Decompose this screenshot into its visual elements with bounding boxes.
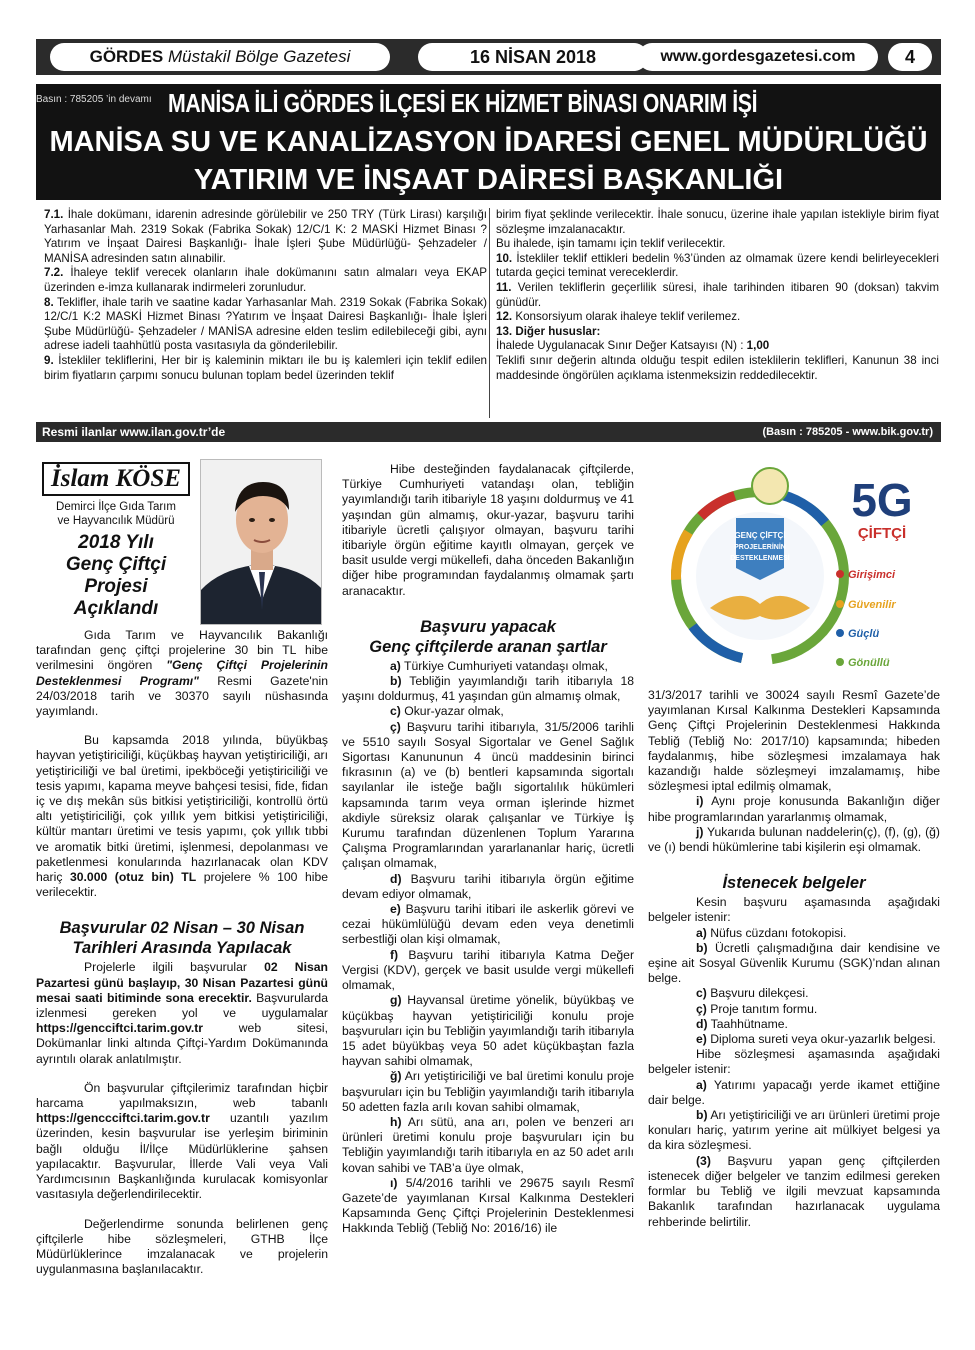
article-title-line: Genç Çiftçi	[65, 554, 167, 575]
document-item: c) Başvuru dilekçesi.	[696, 986, 809, 1001]
notice-title-1: MANİSA İLİ GÖRDES İLÇESİ EK HİZMET BİNASI ONARIM İŞİ	[168, 88, 758, 118]
subheading: İstenecek belgeler	[722, 874, 866, 893]
article-column-2	[342, 462, 634, 1237]
notice-clause: 12. Konsorsiyum olarak ihaleye teklif verilemez.	[496, 310, 741, 324]
paragraph: Projelerle ilgili başvurular 02 Nisan Pazartesi günü başlayıp, 30 Nisan Pazartesi günü mesai saati bitiminde sona erecektir. Başvurularda izlenmesi gereken yol ve uygulamalar https://gencciftci.tarim.gov.tr web sitesi, Dokümanlar linki altında Çiftçi-Yardım Dokümanında ayrıntılı olarak anlatılmıştır.	[36, 960, 328, 1066]
logo-word-4: Gönüllü	[848, 657, 890, 669]
condition-item: b) Tebliğin yayımlandığı tarih itibarıyla 18 yaşını doldurmuş, 41 yaşından gün almamış olmak,	[342, 674, 634, 704]
official-ads-link[interactable]: Resmi ilanlar www.ilan.gov.tr’de	[42, 425, 226, 439]
notice-banner	[36, 84, 941, 200]
paragraph: 31/3/2017 tarihli ve 30024 sayılı Resmî Gazete’de yayımlanan Kırsal Kalkınma Destekleri Kapsamında Genç Çiftçi Projelerinin Desteklenmesi Hakkında Tebliğ (Tebliğ No: 2017/10) kapsamında; hibeden faydalanmış, hibe sözleşmesi imzalamaya hak kazandığı halde sözleşmeyi imzalamamış, hibe sözleşmesi iptal edilmiş olmamak,	[648, 688, 940, 794]
condition-item: ç) Başvuru tarihi itibarıyla, 31/5/2006 tarihli ve 5510 sayılı Sosyal Sigortalar ve Genel Sağlık Sigortası Kanununun 4 üncü maddesinin birinci fıkrasının (a) ve (b) bentleri kapsamında sigortalı sayılanlar ile isteğe bağlı sigortalılık hükümleri kapsamında tarım veya orman işlerinde hizmet akdiyle süreksiz olarak çalışanlar ve Türkiye İş Kurumu tarafından düzenlenen Toplum Yararına Çalışma Programlarından yararlananlar hariç, ücretli çalışan olmamak,	[342, 719, 634, 871]
contract-documents-list	[648, 1078, 940, 1230]
article-column-3	[648, 688, 940, 1230]
article-title-line: Projesi	[84, 576, 148, 597]
contract-document-item: (3) Başvuru yapan genç çiftçilerden istenecek diğer belgeler ve tanzim edilmesi gereken formlar bu Tebliğ ve ilgili mevzuat kapsamında Bakanlık tarafından hazırlanacak uygulama rehberinde belirtilir.	[648, 1153, 940, 1229]
notice-clause: 10. İstekliler teklif ettikleri bedelin %3’ünden az olmamak üzere kendi belirleyecekleri tutarda geçici teminat vereceklerdir.	[496, 251, 939, 280]
author-role-line: Demirci İlçe Gıda Tarım	[56, 501, 176, 513]
document-item: ç) Proje tanıtım formu.	[696, 1001, 818, 1016]
condition-item: j) Yukarıda bulunan naddelerin(ç), (f), (g), (ğ) ve (ı) bendi hükümlerine tabi kişilerin eşi olmamak.	[648, 824, 940, 855]
condition-item: d) Başvuru tarihi itibarıyla örgün eğitime devam ediyor olmamak,	[342, 871, 634, 901]
notice-clause: 13. Diğer hususlar:	[496, 324, 601, 338]
paragraph: Hibe sözleşmesi aşamasında aşağıdaki belgeler istenir:	[648, 1047, 940, 1077]
website-link[interactable]: www.gordesgazetesi.com	[638, 43, 878, 71]
logo-center-text-1: GENÇ ÇİFTÇİ	[734, 531, 786, 540]
genc-ciftci-5g-logo	[650, 458, 940, 686]
paragraph: Değerlendirme sonunda belirlenen genç çiftçilerle hibe sözleşmeleri, GTHB İlçe Müdürlüklerince imzalanacak ve projelerin uygulanmasına başlanılacaktır.	[36, 1216, 328, 1277]
bullet-icon	[836, 658, 844, 666]
notice-clause: İhalede Uygulanacak Sınır Değer Katsayısı (N) : 1,00	[496, 339, 770, 353]
document-item: e) Diploma sureti veya okur-yazarlık belgesi.	[696, 1032, 936, 1047]
notice-footer	[36, 422, 941, 442]
condition-item: f) Başvuru tarihi itibarıyla Katma Değer Vergisi (KDV), gerçek ve basit usulde vergi mükellefi olmamak,	[342, 947, 634, 993]
article-title-line: Açıklandı	[73, 598, 159, 619]
notice-clause: birim fiyat şeklinde verilecektir. İhale sonucu, üzerine ihale yapılan istekliyle birim fiyat sözleşme imzalanacaktır.	[496, 208, 939, 236]
subheading: Başvurular 02 Nisan – 30 Nisan Tarihleri Arasında Yapılacak	[59, 919, 305, 958]
logo-center-text-3: DESTEKLENMESİ	[730, 555, 790, 562]
logo-center-text-2: PROJELERİNİN	[734, 544, 786, 551]
notice-clause: Teklifi sınır değerin altında olduğu tespit edilen isteklilerin teklifleri, Kanunun 38 inci maddesinde öngörülen açıklama istenmeksizin reddedilecektir.	[496, 353, 939, 382]
notice-clause: 11. Verilen tekliflerin geçerlilik süresi, ihale tarihinden itibaren 90 (doksan) takvim günüdür.	[496, 280, 939, 309]
condition-item: a) Türkiye Cumhuriyeti vatandaşı olmak,	[390, 658, 608, 673]
column-divider	[489, 208, 490, 418]
page-number: 4	[888, 43, 932, 71]
condition-item: c) Okur-yazar olmak,	[390, 704, 504, 719]
author-name: İslam KÖSE	[42, 462, 190, 496]
document-item: a) Nüfus cüzdanı fotokopisi.	[696, 925, 847, 940]
conditions-list	[342, 659, 634, 1237]
notice-title-2: MANİSA SU VE KANALİZASYON İDARESİ GENEL MÜDÜRLÜĞÜ	[49, 126, 928, 158]
notice-right-column	[496, 208, 939, 383]
article-title	[36, 532, 196, 620]
page-header	[36, 39, 941, 75]
bullet-icon	[836, 629, 844, 637]
paragraph: Gıda Tarım ve Hayvancılık Bakanlığı tarafından genç çiftçi projelerine 30 bin TL hibe verilmesini öngören "Genç Çiftçi Projelerinin Desteklenmesi Programı" Resmi Gazete'nin 24/03/2018 tarih ve 30370 sayılı nüshasında yayımlandı.	[36, 628, 328, 719]
notice-body	[38, 208, 940, 420]
condition-item: i) Aynı proje konusunda Bakanlığın diğer hibe programlarından yararlanmış olmamak,	[648, 794, 940, 824]
press-tag: Basın : 785205 ’in devamı	[36, 94, 152, 105]
paragraph: Bu kapsamda 2018 yılında, büyükbaş hayvan yetiştiriciliği, küçükbaş hayvan yetiştiriciliği, arı yetiştiriciliği ve bal üretimi, ipekböceği yetiştiriciliği ve tesis yapımı, kapama meyve bahçesi tesisi, fide, fidan iç ve dış mekân süs bitkisi yetiştiriciliği, kontrollü örtü altı yetiştiriciliği, çok yıllık yem bitkisi yetiştiriciliği, kültür mantarı üretimi ve tesis yapımı, çok yıllık tıbbi ve aromatik bitki üretimi, işlenmesi, depolanması ve paketlenmesi konularında hazırlanacak olan KDV hariç 30.000 (otuz bin) TL projelere % 100 hibe verilecektir.	[36, 733, 329, 900]
condition-item: ı) 5/4/2016 tarihli ve 29675 sayılı Resmî Gazete’de yayımlanan Kırsal Kalkınma Destekleri Kapsamında Genç Çiftçi Projelerinin Desteklenmesi Hakkında Tebliğ (Tebliğ No: 2016/16) ile	[342, 1175, 634, 1236]
article-column-1	[36, 628, 328, 1277]
condition-item: e) Başvuru tarihi itibari ile askerlik görevi ve cezai hükümlülüğü devam eden veya denetimli serbestliği olan kişi olmamak,	[342, 902, 634, 947]
bullet-icon	[836, 570, 844, 578]
author-box	[36, 456, 196, 628]
paragraph: Kesin başvuru aşamasında aşağıdaki belgeler istenir:	[648, 895, 940, 925]
logo-word-2: Güvenilir	[848, 599, 896, 611]
logo-5g: 5G	[851, 474, 913, 526]
logo-word-3: Güçlü	[848, 628, 880, 640]
notice-left-column	[44, 208, 487, 383]
condition-item: h) Arı sütü, ana arı, polen ve benzeri arı ürünleri üretimi konulu proje başvuruları için bu Tebliğin yayımlandığı tarih itibarıyla en az 50 adet arılı kovan sahibi ve TAB’a üye olmak,	[342, 1114, 634, 1175]
author-role	[36, 500, 196, 528]
notice-clause: 7.1. İhale dokümanı, idarenin adresinde görülebilir ve 250 TRY (Türk Lirası) karşılığı Yarhasanlar Mah. 2319 Sokak (Fabrika Sokak) 12/C/1 K: 2 MASKİ Hizmet Binası ?Yatırım ve İnşaat Dairesi Başkanlığı- İhale İşleri Şube Müdürlüğü- Şehzadeler / MANİSA adresinden satın alınabilir.	[44, 208, 487, 265]
document-item: b) Ücretli çalışmadığına dair kendisine ve eşine ait Sosyal Güvenlik Kurumu (SGK)’ndan alınan belge.	[648, 940, 940, 986]
ministry-emblem-icon	[752, 468, 788, 504]
article-title-line: 2018 Yılı	[78, 532, 154, 553]
notice-title-3: YATIRIM VE İNŞAAT DAİRESİ BAŞKANLIĞI	[193, 164, 784, 196]
bullet-icon	[836, 600, 844, 608]
press-reference: (Basın : 785205 - www.bik.gov.tr)	[762, 426, 933, 438]
subheading: Başvuru yapacak Genç çiftçilerde aranan şartlar	[369, 617, 607, 656]
issue-date: 16 NİSAN 2018	[418, 43, 648, 71]
author-photo	[200, 459, 322, 625]
condition-item: g) Hayvansal üretime yönelik, büyükbaş ve küçükbaş hayvan yetiştiriciliği konulu proje başvuruları için bu Tebliğin yayımlandığı tarih itibarıyla 15 adet büyükbaş veya 50 adet küçükbaştan fazla hayvan sahibi olmamak,	[342, 993, 634, 1069]
logo-word-1: Girişimci	[848, 569, 896, 581]
condition-item: ğ) Arı yetiştiriciliği ve bal üretimi konulu proje başvuruları için bu Tebliğin yayımlandığı tarih itibarıyla 50 adetten fazla arılı kovan sahibi olmamak,	[342, 1069, 634, 1114]
notice-clause: 7.2. İhaleye teklif verecek olanların ihale dokümanını satın almaları veya EKAP üzerinden e-imza kullanarak indirmeleri zorunludur.	[44, 266, 487, 294]
paper-name: GÖRDES Müstakil Bölge Gazetesi	[50, 43, 390, 71]
paragraph: Hibe desteğinden faydalanacak çiftçilerde, Türkiye Cumhuriyeti vatandaşı olan, tebliğin yayımlandığı tarih itibariyle 18 yaşını doldurmuş ve 41 yaşından gün almamış, okur-yazar, başvuru tarihi itibariyle ücretli çalışıyor olmayan, başvuru tarihi itibariyle örgün eğitime kayıtlı olmayan, gerçek ve basit usulde vergi mükellefi, daha önceden Bakanlığın diğer hibe programından faydalanmış olmamak şartı aranacaktır.	[342, 462, 634, 598]
notice-clause: Bu ihalede, işin tamamı için teklif verilecektir.	[496, 237, 726, 251]
notice-clause: 8. Teklifler, ihale tarih ve saatine kadar Yarhasanlar Mah. 2319 Sokak (Fabrika Sokak) 12/C/1 K:2 MASKİ Hizmet Binası ?Yatırım ve İnşaat Dairesi Başkanlığı- İhale İşleri Şube Müdürlüğü- Şehzadeler / MANİSA adresine elden teslim edilebileceği gibi, aynı adrese iadeli taahhütlü posta vasıtasıyla da gönderilebilir.	[44, 295, 487, 353]
contract-document-item: a) Yatırımı yapacağı yerde ikamet ettiğine dair belge.	[648, 1077, 940, 1107]
logo-brand: ÇİFTÇİ	[857, 525, 907, 542]
portrait-illustration	[201, 460, 322, 625]
document-item: d) Taahhütname.	[696, 1016, 788, 1031]
notice-clause: 9. İstekliler tekliflerini, Her bir iş kaleminin miktarı ile bu iş kalemleri için teklif edilen birim fiyatların çarpımı sonucu bulunan toplam bedel üzerinden teklif	[44, 353, 487, 382]
contract-document-item: b) Arı yetiştiriciliği ve arı ürünleri üretimi proje konuları hariç, yatırım yerine ait mülkiyet belgesi ya da kira sözleşmesi.	[648, 1108, 940, 1153]
paragraph: Ön başvurular çiftçilerimiz tarafından hiçbir harcama yapılmaksızın, web tabanlı https://genccciftci.tarim.gov.tr uzantılı yazılım üzerinden, kesin başvurular ise yerleşim biriminin bağlı olduğu İl/İlçe Müdürlüklerine şahsen yapılacaktır. Başvurular, İllerde Vali veya Vali Yardımcısının Başkanlığında kurulacak komisyonlar vasıtasıyla değerlendirilecektir.	[36, 1080, 328, 1202]
documents-list	[648, 926, 940, 1048]
author-role-line: ve Hayvancılık Müdürü	[57, 515, 175, 527]
